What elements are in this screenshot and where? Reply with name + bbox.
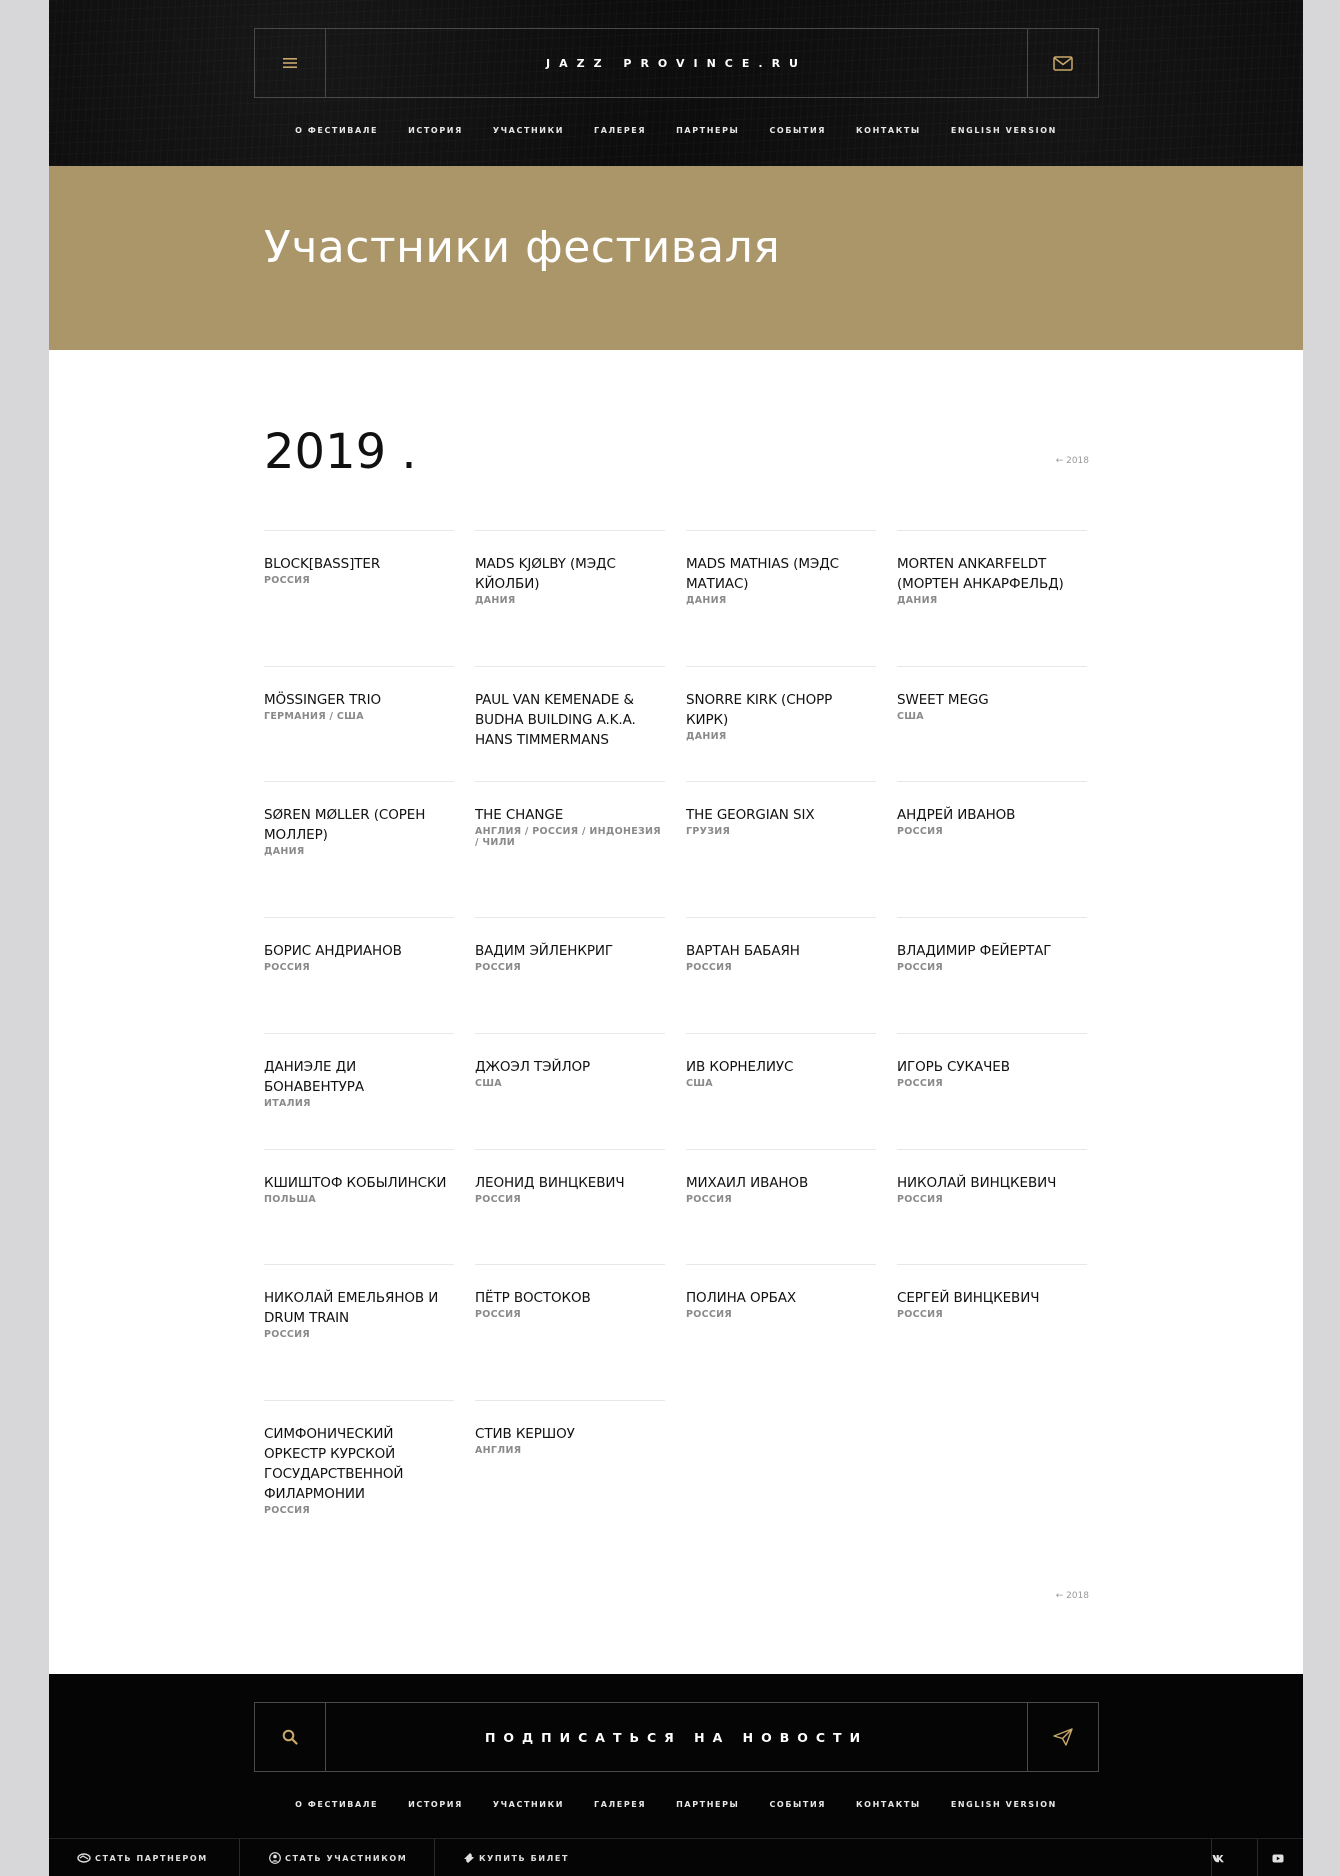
participant-country: РОССИЯ xyxy=(264,1505,311,1516)
participant-country: ПОЛЬША xyxy=(264,1194,317,1205)
participant-card[interactable] xyxy=(686,1264,876,1320)
handshake-icon xyxy=(77,1853,91,1863)
vk-link[interactable] xyxy=(1201,1839,1241,1876)
participant-country: РОССИЯ xyxy=(897,826,944,837)
participant-name[interactable]: БОРИС АНДРИАНОВ xyxy=(264,943,402,959)
participant-card[interactable] xyxy=(897,917,1087,973)
participant-card[interactable] xyxy=(475,917,665,973)
nav-english[interactable]: ENGLISH VERSION xyxy=(950,126,1057,135)
participant-name[interactable]: PAUL VAN KEMENADE & BUDHA BUILDING A.K.A. HANS TIMMERMANS xyxy=(475,692,636,748)
nav-contacts[interactable]: КОНТАКТЫ xyxy=(856,126,921,135)
send-button[interactable] xyxy=(1027,1703,1098,1771)
participant-name[interactable]: THE CHANGE xyxy=(475,807,564,823)
mail-button[interactable] xyxy=(1027,29,1098,97)
footer-nav-events[interactable]: СОБЫТИЯ xyxy=(769,1800,827,1809)
participant-country: РОССИЯ xyxy=(686,1194,733,1205)
participant-country: РОССИЯ xyxy=(897,1309,944,1320)
footer-nav-history[interactable]: ИСТОРИЯ xyxy=(408,1800,463,1809)
year-heading: 2019 . xyxy=(264,424,417,480)
page-banner xyxy=(49,166,1303,350)
participant-name[interactable]: СИМФОНИЧЕСКИЙ ОРКЕСТР КУРСКОЙ ГОСУДАРСТВЕННОЙ ФИЛАРМОНИИ xyxy=(264,1426,404,1502)
nav-partners[interactable]: ПАРТНЕРЫ xyxy=(676,126,740,135)
participant-country: РОССИЯ xyxy=(264,1329,311,1340)
participant-name[interactable]: SØREN MØLLER (СОРЕН МОЛЛЕР) xyxy=(264,807,426,843)
participant-name[interactable]: THE GEORGIAN SIX xyxy=(686,807,815,823)
participant-name[interactable]: СТИВ КЕРШОУ xyxy=(475,1426,575,1442)
participant-name[interactable]: ИВ КОРНЕЛИУС xyxy=(686,1059,794,1075)
participant-country: РОССИЯ xyxy=(475,962,522,973)
participant-country: ДАНИЯ xyxy=(686,595,727,606)
participant-country: АНГЛИЯ xyxy=(475,1445,522,1456)
participant-country: ГРУЗИЯ xyxy=(686,826,731,837)
participant-name[interactable]: АНДРЕЙ ИВАНОВ xyxy=(897,807,1016,823)
participant-card[interactable] xyxy=(686,781,876,837)
participant-card[interactable] xyxy=(686,530,876,606)
participant-name[interactable]: SWEET MEGG xyxy=(897,692,989,708)
site-footer xyxy=(49,1674,1303,1876)
participant-card[interactable] xyxy=(475,530,665,606)
participant-name[interactable]: ИГОРЬ СУКАЧЕВ xyxy=(897,1059,1010,1075)
nav-gallery[interactable]: ГАЛЕРЕЯ xyxy=(594,126,647,135)
participant-card[interactable] xyxy=(264,1149,454,1205)
ticket-icon xyxy=(463,1852,475,1864)
participant-country: США xyxy=(475,1078,502,1089)
participant-card[interactable] xyxy=(897,781,1087,837)
participant-card[interactable] xyxy=(686,1033,876,1089)
participant-country: США xyxy=(897,711,924,722)
participant-country: ГЕРМАНИЯ / США xyxy=(264,711,364,722)
subscribe-label[interactable]: ПОДПИСАТЬСЯ НА НОВОСТИ xyxy=(484,1729,869,1745)
participant-country: РОССИЯ xyxy=(475,1194,522,1205)
participant-country: ДАНИЯ xyxy=(897,595,938,606)
participant-card[interactable] xyxy=(475,781,665,848)
participant-name[interactable]: ДЖОЭЛ ТЭЙЛОР xyxy=(475,1059,591,1075)
participant-card[interactable] xyxy=(686,1149,876,1205)
footer-nav-gallery[interactable]: ГАЛЕРЕЯ xyxy=(594,1800,647,1809)
participant-card[interactable] xyxy=(264,666,454,722)
youtube-icon xyxy=(1272,1854,1284,1863)
participant-card[interactable] xyxy=(686,666,876,742)
participant-card[interactable] xyxy=(475,1264,665,1320)
participant-card[interactable] xyxy=(264,1264,454,1340)
participant-card[interactable] xyxy=(264,781,454,857)
participant-name[interactable]: ПЁТР ВОСТОКОВ xyxy=(475,1290,591,1306)
participant-country: США xyxy=(686,1078,713,1089)
participant-country: РОССИЯ xyxy=(264,962,311,973)
participant-name[interactable]: МИХАИЛ ИВАНОВ xyxy=(686,1175,809,1191)
site-logo[interactable]: JAZZ PROVINCE.RU xyxy=(546,56,807,70)
become-partner-button[interactable] xyxy=(77,1839,208,1876)
participant-country: ДАНИЯ xyxy=(264,846,305,857)
bottom-divider xyxy=(239,1839,240,1876)
footer-nav-participants[interactable]: УЧАСТНИКИ xyxy=(492,1800,565,1809)
become-participant-button[interactable] xyxy=(269,1839,407,1876)
participant-name[interactable]: ВАДИМ ЭЙЛЕНКРИГ xyxy=(475,943,613,959)
participant-name[interactable]: СЕРГЕЙ ВИНЦКЕВИЧ xyxy=(897,1290,1040,1306)
search-button[interactable] xyxy=(255,1703,326,1771)
participant-name[interactable]: ПОЛИНА ОРБАХ xyxy=(686,1290,797,1306)
participant-card[interactable] xyxy=(475,666,665,751)
participant-card[interactable] xyxy=(897,1149,1087,1205)
participant-name[interactable]: MORTEN ANKARFELDT (МОРТЕН АНКАРФЕЛЬД) xyxy=(897,556,1064,592)
participant-country: РОССИЯ xyxy=(897,1194,944,1205)
buy-ticket-button[interactable] xyxy=(463,1839,569,1876)
nav-about[interactable]: О ФЕСТИВАЛЕ xyxy=(295,126,379,135)
become-participant-label: СТАТЬ УЧАСТНИКОМ xyxy=(285,1853,408,1863)
page xyxy=(49,0,1303,1876)
nav-participants[interactable]: УЧАСТНИКИ xyxy=(492,126,565,135)
user-icon xyxy=(269,1852,281,1864)
participant-country: ИТАЛИЯ xyxy=(264,1098,311,1109)
site-header xyxy=(49,0,1303,166)
bottom-action-bar xyxy=(49,1838,1303,1876)
youtube-link[interactable] xyxy=(1257,1839,1303,1876)
hamburger-icon xyxy=(282,57,298,69)
participant-card[interactable] xyxy=(264,1033,454,1109)
participant-name[interactable]: MADS KJØLBY (МЭДС КЙОЛБИ) xyxy=(475,556,616,592)
participant-name[interactable]: ЛЕОНИД ВИНЦКЕВИЧ xyxy=(475,1175,625,1191)
header-bar xyxy=(254,28,1099,98)
participant-name[interactable]: НИКОЛАЙ ЕМЕЛЬЯНОВ И DRUM TRAIN xyxy=(264,1290,439,1326)
participant-card[interactable] xyxy=(897,666,1087,722)
nav-history[interactable]: ИСТОРИЯ xyxy=(408,126,463,135)
participant-country: АНГЛИЯ / РОССИЯ / ИНДОНЕЗИЯ / ЧИЛИ xyxy=(475,826,661,848)
participant-country: ДАНИЯ xyxy=(686,731,727,742)
participant-card[interactable] xyxy=(264,530,454,586)
participant-card[interactable] xyxy=(897,530,1087,606)
participant-country: РОССИЯ xyxy=(686,1309,733,1320)
footer-nav xyxy=(49,1800,1303,1809)
participant-name[interactable]: ВАРТАН БАБАЯН xyxy=(686,943,800,959)
participant-country: РОССИЯ xyxy=(686,962,733,973)
participant-name[interactable]: SNORRE KIRK (СНОРР КИРК) xyxy=(686,692,833,728)
nav-events[interactable]: СОБЫТИЯ xyxy=(769,126,827,135)
participant-name[interactable]: MÖSSINGER TRIO xyxy=(264,692,381,708)
prev-year-link[interactable]: ← 2018 xyxy=(1055,456,1089,466)
page-title: Участники фестиваля xyxy=(264,222,781,273)
send-icon xyxy=(1053,1728,1073,1746)
header-nav xyxy=(49,126,1303,135)
participant-card[interactable] xyxy=(475,1400,665,1456)
participant-name[interactable]: MADS MATHIAS (МЭДС МАТИАС) xyxy=(686,556,839,592)
participant-country: РОССИЯ xyxy=(897,1078,944,1089)
menu-button[interactable] xyxy=(255,29,326,97)
participant-name[interactable]: НИКОЛАЙ ВИНЦКЕВИЧ xyxy=(897,1175,1057,1191)
footer-nav-about[interactable]: О ФЕСТИВАЛЕ xyxy=(295,1800,379,1809)
vk-icon xyxy=(1212,1854,1226,1863)
participant-country: РОССИЯ xyxy=(897,962,944,973)
become-partner-label: СТАТЬ ПАРТНЕРОМ xyxy=(95,1853,208,1863)
participant-card[interactable] xyxy=(475,1149,665,1205)
search-icon xyxy=(282,1729,298,1745)
participant-name[interactable]: ВЛАДИМИР ФЕЙЕРТАГ xyxy=(897,943,1052,959)
prev-year-link-bottom[interactable]: ← 2018 xyxy=(1055,1591,1089,1601)
participant-card[interactable] xyxy=(686,917,876,973)
participant-card[interactable] xyxy=(264,917,454,973)
footer-nav-contacts[interactable]: КОНТАКТЫ xyxy=(856,1800,921,1809)
participant-name[interactable]: КШИШТОФ КОБЫЛИНСКИ xyxy=(264,1175,447,1191)
footer-nav-english[interactable]: ENGLISH VERSION xyxy=(950,1800,1057,1809)
participant-country: РОССИЯ xyxy=(475,1309,522,1320)
participant-country: ДАНИЯ xyxy=(475,595,516,606)
participant-country: РОССИЯ xyxy=(264,575,311,586)
participant-card[interactable] xyxy=(475,1033,665,1089)
participant-name[interactable]: BLOCK[BASS]TER xyxy=(264,556,381,572)
buy-ticket-label: КУПИТЬ БИЛЕТ xyxy=(479,1853,569,1863)
participant-card[interactable] xyxy=(264,1400,454,1516)
participant-name[interactable]: ДАНИЭЛЕ ДИ БОНАВЕНТУРА xyxy=(264,1059,364,1095)
participant-card[interactable] xyxy=(897,1264,1087,1320)
subscribe-bar xyxy=(254,1702,1099,1772)
bottom-divider xyxy=(434,1839,435,1876)
footer-nav-partners[interactable]: ПАРТНЕРЫ xyxy=(676,1800,740,1809)
mail-icon xyxy=(1053,56,1073,71)
participant-card[interactable] xyxy=(897,1033,1087,1089)
